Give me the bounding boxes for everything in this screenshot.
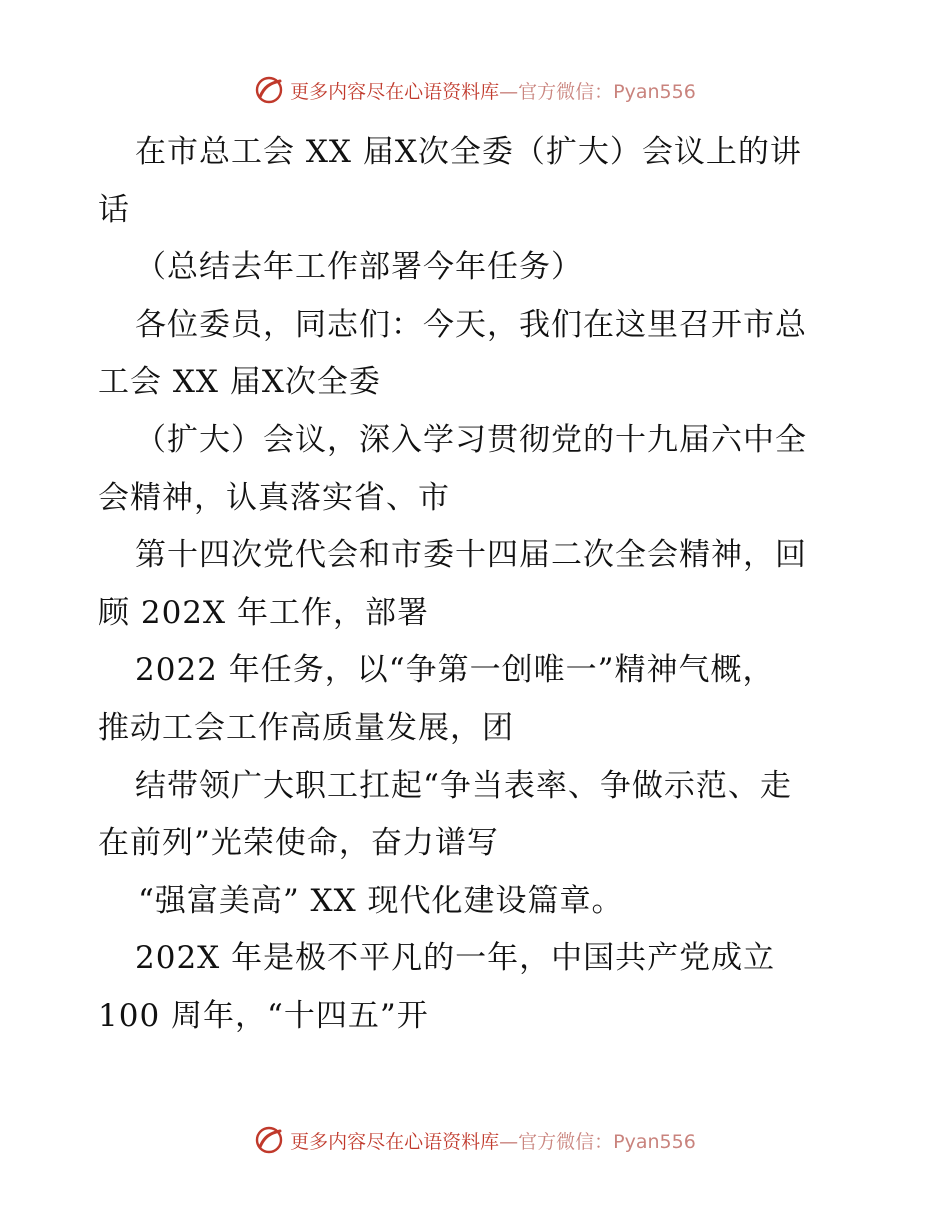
doc-line: 各位委员，同志们：今天，我们在这里召开市总 bbox=[135, 306, 807, 343]
doc-line: （扩大）会议，深入学习贯彻党的十九届六中全 bbox=[135, 421, 807, 458]
doc-line: （总结去年工作部署今年任务） bbox=[135, 249, 583, 286]
doc-line: 在前列”光荣使命，奋力谱写 bbox=[98, 825, 499, 862]
pen-circle-logo-icon bbox=[254, 1125, 284, 1155]
doc-line: 2022 年任务，以“争第一创唯一”精神气概， bbox=[135, 652, 775, 689]
banner-main-text: 更多内容尽在心语资料库 bbox=[290, 1130, 500, 1153]
doc-line: 结带领广大职工扛起“争当表率、争做示范、走 bbox=[135, 767, 792, 804]
banner-text bbox=[290, 1127, 696, 1154]
banner-contact-text: 官方微信：Pyan556 bbox=[518, 80, 696, 103]
doc-line: 会精神，认真落实省、市 bbox=[98, 479, 450, 516]
banner-dash: — bbox=[499, 80, 519, 103]
document-body bbox=[98, 124, 858, 1046]
footer-banner bbox=[0, 1122, 950, 1158]
banner-contact-text: 官方微信：Pyan556 bbox=[518, 1130, 696, 1153]
header-banner bbox=[0, 72, 950, 108]
banner-main-text: 更多内容尽在心语资料库 bbox=[290, 80, 500, 103]
pen-circle-logo-icon bbox=[254, 75, 284, 105]
doc-line: 推动工会工作高质量发展，团 bbox=[98, 709, 514, 746]
doc-line: 在市总工会 XX 届X次全委（扩大）会议上的讲 bbox=[135, 134, 802, 170]
doc-line: 202X 年是极不平凡的一年，中国共产党成立 bbox=[135, 940, 776, 977]
doc-line: 顾 202X 年工作，部署 bbox=[98, 594, 429, 631]
doc-line: 第十四次党代会和市委十四届二次全会精神，回 bbox=[135, 537, 807, 574]
banner-dash: — bbox=[499, 1130, 519, 1153]
doc-line: “强富美高” XX 现代化建设篇章。 bbox=[138, 882, 624, 919]
doc-line: 100 周年，“十四五”开 bbox=[98, 997, 429, 1034]
doc-line: 话 bbox=[98, 191, 130, 228]
doc-line: 工会 XX 届X次全委 bbox=[98, 364, 381, 401]
banner-text bbox=[290, 77, 696, 104]
